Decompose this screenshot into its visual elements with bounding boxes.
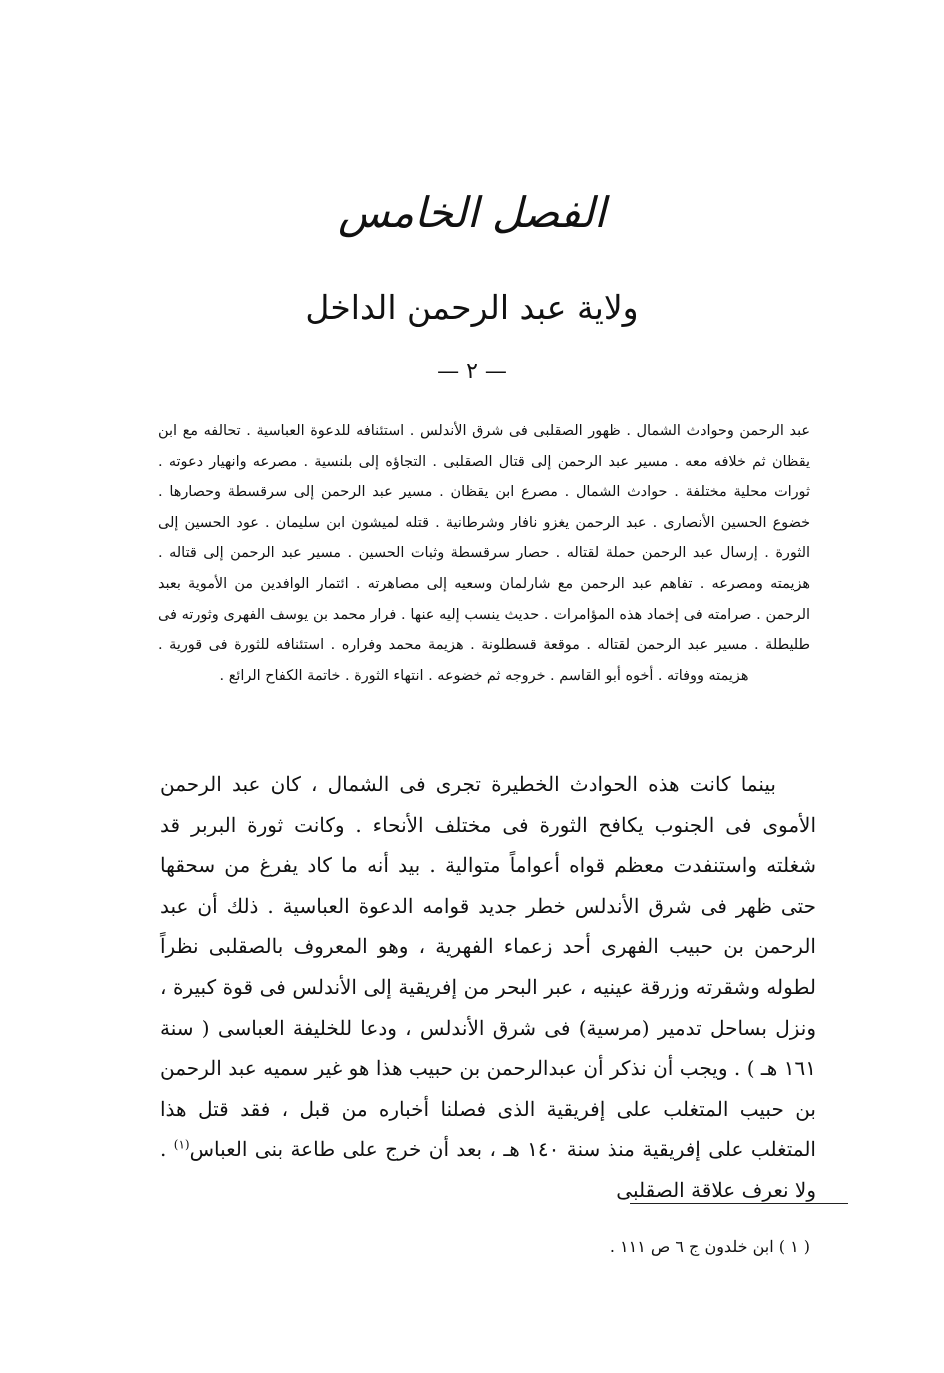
section-title: ولاية عبد الرحمن الداخل [305, 288, 639, 327]
body-paragraph [160, 764, 816, 1211]
footnote-separator [630, 1203, 848, 1204]
chapter-title: الفصل الخامس [338, 188, 606, 237]
chapter-summary: عبد الرحمن وحوادث الشمال . ظهور الصقلبى فى شرق الأندلس . استئنافه للدعوة العباسية . تحالفه مع ابن يقظان ثم خلافه معه . مسير عبد الرحمن إلى قتال الصقلبى . التجاؤه إلى بلنسية . مصرعه وانهيار دعوته . ثورات محلية مختلفة . حوادث الشمال . مصرع ابن يقظان . مسير عبد الرحمن إلى سرقسطة وحصارها . خضوع الحسين الأنصارى . عبد الرحمن يغزو نافار وشرطانية . قتله لميشون ابن سليمان . عود الحسين إلى الثورة . إرسال عبد الرحمن حملة لقتاله . حصار سرقسطة وثبات الحسين . مسير عبد الرحمن إلى قتاله . هزيمته ومصرعه . تفاهم عبد الرحمن مع شارلمان وسعيه إلى مصاهرته . ائتمار الوافدين من الأموية بعبد الرحمن . صرامته فى إخماد هذه المؤامرات . حديث ينسب إليه عنها . فرار محمد بن يوسف الفهرى وثورته فى طليطلة . مسير عبد الرحمن لقتاله . موقعة قسطلونة . هزيمة محمد وفراره . استئنافه للثورة فى قورية . هزيمته ووفاته . أخوه أبو القاسم . خروجه ثم خضوعه . انتهاء الثورة . خاتمة الكفاح الرائع . [158, 423, 810, 684]
footnote-reference: (١) [173, 1137, 190, 1152]
body-text-tail: . ولا نعرف علاقة الصقلبى [160, 1137, 816, 1202]
body-text-main: بينما كانت هذه الحوادث الخطيرة تجرى فى الشمال ، كان عبد الرحمن الأموى فى الجنوب يكافح الثورة فى مختلف الأنحاء . وكانت ثورة البربر قد شغلته واستنفدت معظم قواه أعواماً متوالية . بيد أنه ما كاد يفرغ من سحقها حتى ظهر فى شرق الأندلس خطر جديد قوامه الدعوة العباسية . ذلك أن عبد الرحمن بن حبيب الفهرى أحد زعماء الفهرية ، وهو المعروف بالصقلبى نظراً لطوله وشقرته وزرقة عينيه ، عبر البحر من إفريقية إلى الأندلس فى قوة كبيرة ، ونزل بساحل تدمير (مرسية) فى شرق الأندلس ، ودعا للخليفة العباسى ( سنة ١٦١ هـ ) . ويجب أن نذكر أن عبدالرحمن بن حبيب هذا هو غير سميه عبد الرحمن بن حبيب المتغلب على إفريقية الذى فصلنا أخباره من قبل ، فقد قتل هذا المتغلب على إفريقية منذ سنة ١٤٠ هـ ، بعد أن خرج على طاعة بنى العباس [160, 772, 817, 1162]
part-number: — ٢ — [437, 359, 507, 384]
footnote: ( ١ ) ابن خلدون ج ٦ ص ١١١ . [609, 1237, 810, 1256]
